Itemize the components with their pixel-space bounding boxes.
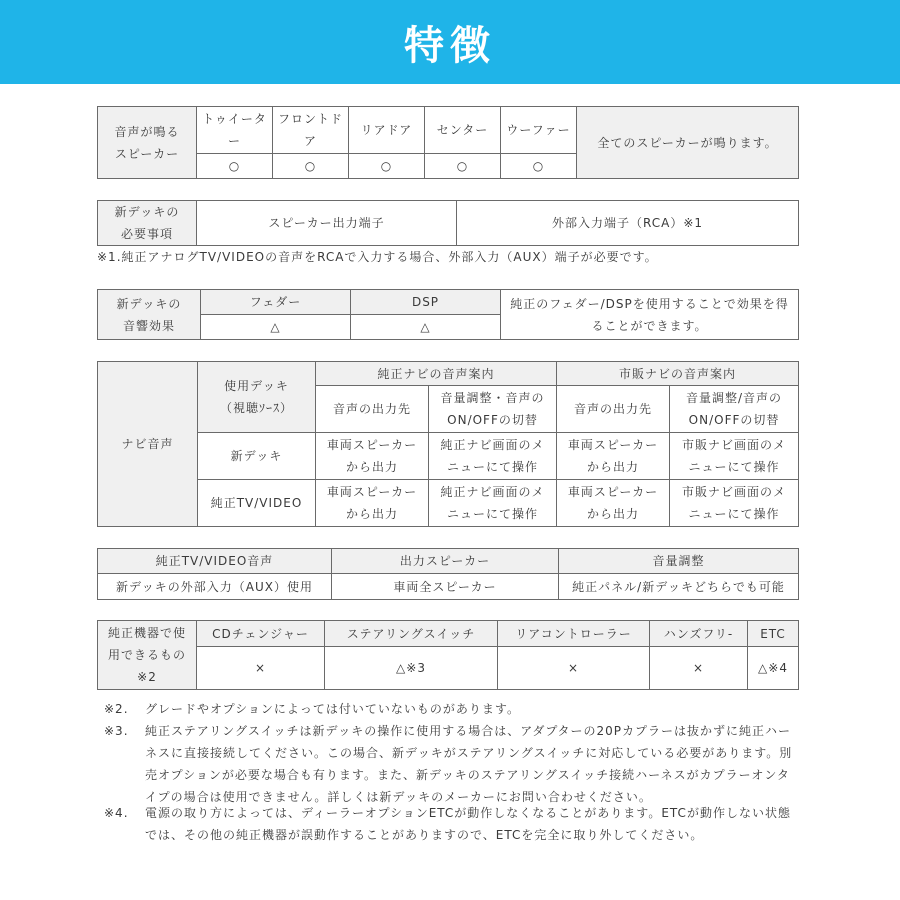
speaker-column-header: リアドア — [349, 107, 425, 154]
tv-audio-value: 車両全スピーカー — [332, 574, 559, 600]
navi-cell: 車両スピーカーから出力 — [316, 433, 429, 480]
navi-table — [97, 361, 799, 527]
footnote-mark: ※2. — [104, 702, 129, 716]
navi-deck-header: 使用デッキ（視聴ｿｰｽ） — [198, 362, 316, 433]
navi-subheader: 音量調整・音声のON/OFFの切替 — [429, 386, 557, 433]
requirements-cell: 外部入力端子（RCA）※1 — [457, 201, 799, 246]
acoustic-column-header: DSP — [351, 290, 501, 315]
speaker-mark: ○ — [425, 154, 501, 179]
speaker-column-header: ウーファー — [501, 107, 577, 154]
navi-cell: 純正ナビ画面のメニューにて操作 — [429, 433, 557, 480]
footnote — [104, 802, 804, 868]
devices-mark: × — [498, 647, 650, 690]
navi-deck: 純正TV/VIDEO — [198, 480, 316, 527]
title-banner — [0, 0, 900, 84]
requirements-label: 新デッキの必要事項 — [98, 201, 197, 246]
footnote — [104, 698, 804, 720]
acoustic-column-header: フェダー — [201, 290, 351, 315]
footnote-text: 電源の取り方によっては、ディーラーオプションETCが動作しなくなることがあります。ETCが動作しない状態では、その他の純正機器が誤動作することがありますので、ETCを完全に取り外してください。 — [145, 806, 791, 842]
devices-mark: △※4 — [748, 647, 799, 690]
speaker-note: 全てのスピーカーが鳴ります。 — [577, 107, 799, 179]
requirements-footnote: ※1.純正アナログTV/VIDEOの音声をRCAで入力する場合、外部入力（AUX）端子が必要です。 — [97, 250, 658, 264]
speaker-table — [97, 106, 799, 179]
navi-label: ナビ音声 — [98, 362, 198, 527]
acoustic-label: 新デッキの音響効果 — [98, 290, 201, 340]
speaker-mark: ○ — [197, 154, 273, 179]
navi-group-market: 市販ナビの音声案内 — [557, 362, 799, 386]
page-title: 特徴 — [404, 22, 496, 69]
devices-column-header: ステアリングスイッチ — [325, 621, 498, 647]
speaker-column-header: トゥイーター — [197, 107, 273, 154]
footnote-text: グレードやオプションによっては付いていないものがあります。 — [145, 702, 520, 716]
speaker-column-header: センター — [425, 107, 501, 154]
requirements-cell: スピーカー出力端子 — [197, 201, 457, 246]
acoustic-note: 純正のフェダー/DSPを使用することで効果を得ることができます。 — [501, 290, 799, 340]
navi-subheader: 音量調整/音声のON/OFFの切替 — [670, 386, 799, 433]
devices-mark: × — [197, 647, 325, 690]
navi-subheader: 音声の出力先 — [557, 386, 670, 433]
speaker-mark: ○ — [273, 154, 349, 179]
navi-cell: 車両スピーカーから出力 — [557, 433, 670, 480]
tv-audio-table — [97, 548, 799, 600]
navi-cell: 純正ナビ画面のメニューにて操作 — [429, 480, 557, 527]
devices-column-header: リアコントローラー — [498, 621, 650, 647]
acoustic-mark: △ — [201, 315, 351, 340]
devices-column-header: CDチェンジャー — [197, 621, 325, 647]
tv-audio-value: 新デッキの外部入力（AUX）使用 — [98, 574, 332, 600]
tv-audio-value: 純正パネル/新デッキどちらでも可能 — [559, 574, 799, 600]
tv-audio-header: 出力スピーカー — [332, 549, 559, 574]
speaker-label: 音声が鳴るスピーカー — [98, 107, 197, 179]
requirements-table — [97, 200, 799, 246]
navi-deck: 新デッキ — [198, 433, 316, 480]
devices-table — [97, 620, 799, 690]
acoustic-mark: △ — [351, 315, 501, 340]
speaker-mark: ○ — [349, 154, 425, 179]
footnote-mark: ※3. — [104, 724, 129, 738]
navi-subheader: 音声の出力先 — [316, 386, 429, 433]
devices-mark: × — [650, 647, 748, 690]
tv-audio-header: 純正TV/VIDEO音声 — [98, 549, 332, 574]
navi-cell: 市販ナビ画面のメニューにて操作 — [670, 480, 799, 527]
devices-label: 純正機器で使用できるもの※2 — [98, 621, 197, 690]
footnote-mark: ※4. — [104, 806, 129, 820]
devices-column-header: ETC — [748, 621, 799, 647]
navi-group-genuine: 純正ナビの音声案内 — [316, 362, 557, 386]
navi-cell: 車両スピーカーから出力 — [557, 480, 670, 527]
devices-column-header: ハンズフリ- — [650, 621, 748, 647]
speaker-column-header: フロントドア — [273, 107, 349, 154]
footnote-text: 純正ステアリングスイッチは新デッキの操作に使用する場合は、アダプターの20Pカプラーは抜かずに純正ハーネスに直接接続してください。この場合、新デッキがステアリングスイッチに対応している必要があります。別売オプションが必要な場合も有ります。また、新デッキのステアリングスイッチ接続ハーネスがカプラーオンタイプの場合は使用できません。詳しくは新デッキのメーカーにお問い合わせください。 — [145, 724, 793, 804]
acoustic-table — [97, 289, 799, 340]
navi-cell: 車両スピーカーから出力 — [316, 480, 429, 527]
speaker-mark: ○ — [501, 154, 577, 179]
tv-audio-header: 音量調整 — [559, 549, 799, 574]
footnote — [104, 720, 804, 808]
navi-cell: 市販ナビ画面のメニューにて操作 — [670, 433, 799, 480]
devices-mark: △※3 — [325, 647, 498, 690]
